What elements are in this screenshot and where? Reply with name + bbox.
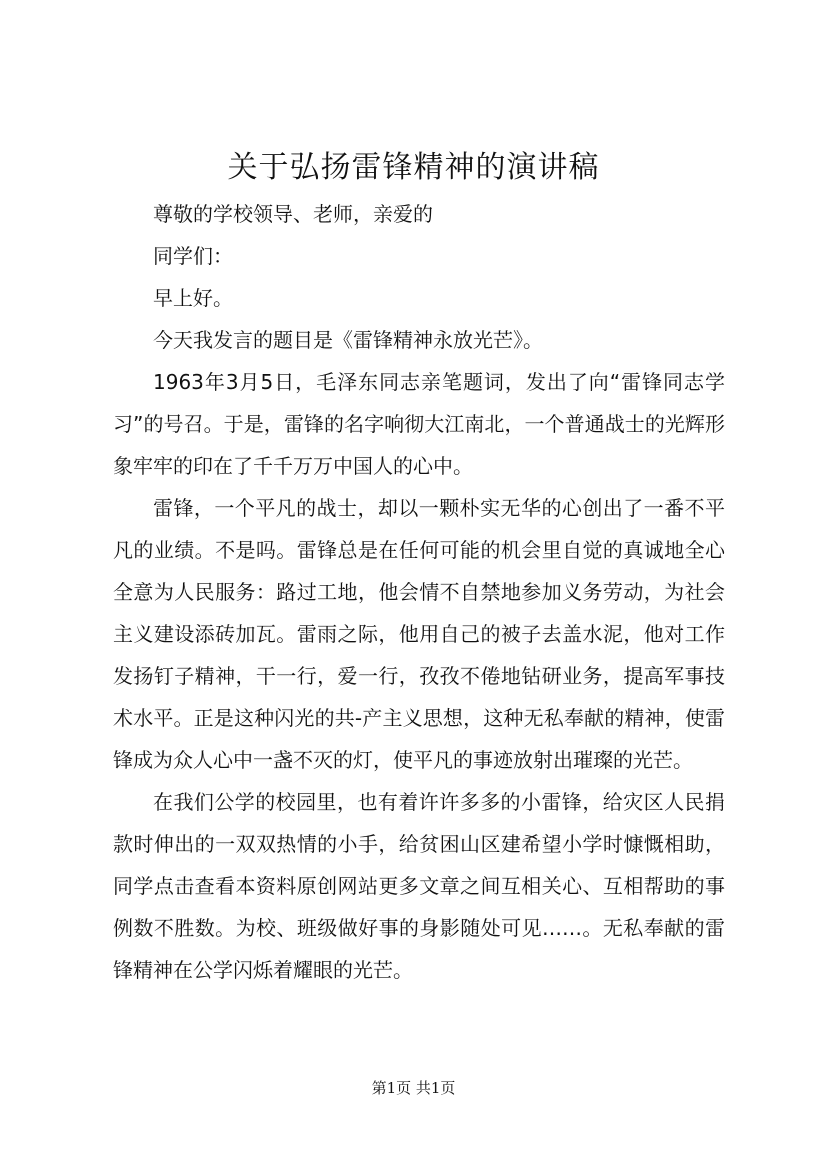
paragraph-history: 1963年3月5日，毛泽东同志亲笔题词，发出了向“雷锋同志学习”的号召。于是，雷锋的名字响彻大江南北，一个普通战士的光辉形象牢牢的印在了千千万万中国人的心中。 bbox=[113, 370, 725, 478]
paragraph-school-examples: 在我们公学的校园里，也有着许许多多的小雷锋，给灾区人民捐款时伸出的一双双热情的小手，给贫困山区建希望小学时慷慨相助，同学点击查看本资料原创网站更多文章之间互相关心、互相帮助的事例数不胜数。为校、班级做好事的身影随处可见……。无私奉献的雷锋精神在公学闪烁着耀眼的光芒。 bbox=[113, 790, 725, 982]
document-body bbox=[113, 193, 725, 991]
page-footer: 第1页 共1页 bbox=[371, 1079, 456, 1097]
paragraph-topic: 今天我发言的题目是《雷锋精神永放光芒》。 bbox=[153, 328, 543, 352]
paragraph-greeting: 早上好。 bbox=[153, 286, 233, 310]
paragraph-lei-feng-deeds: 雷锋，一个平凡的战士，却以一颗朴实无华的心创出了一番不平凡的业绩。不是吗。雷锋总是在任何可能的机会里自觉的真诚地全心全意为人民服务：路过工地，他会情不自禁地参加义务劳动，为社会主义建设添砖加瓦。雷雨之际，他用自己的被子去盖水泥，他对工作发扬钉子精神，干一行，爱一行，孜孜不倦地钻研业务，提高军事技术水平。正是这种闪光的共-产主义思想，这种无私奉献的精神，使雷锋成为众人心中一盏不灭的灯，使平凡的事迹放射出璀璨的光芒。 bbox=[113, 496, 725, 772]
paragraph-salutation-continued: 同学们： bbox=[153, 244, 233, 268]
paragraph-salutation: 尊敬的学校领导、老师，亲爱的 bbox=[153, 202, 433, 226]
document-title: 关于弘扬雷锋精神的演讲稿 bbox=[227, 150, 600, 185]
